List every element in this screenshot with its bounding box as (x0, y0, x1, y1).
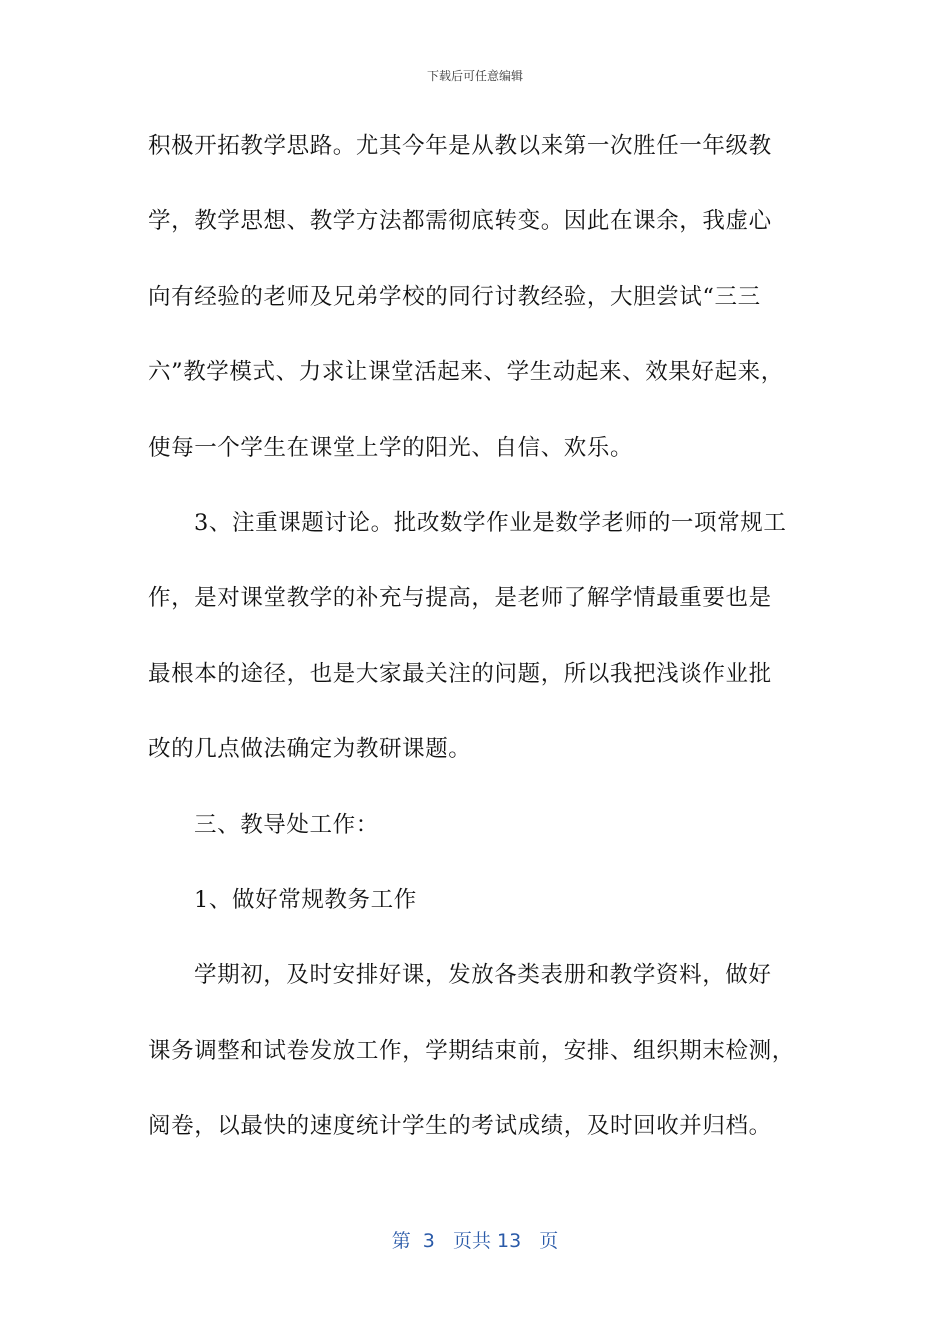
document-body (148, 126, 808, 1181)
text-line: 向有经验的老师及兄弟学校的同行讨教经验，大胆尝试“三三 (148, 283, 761, 310)
section-heading: 三、教导处工作： (194, 811, 379, 838)
text-line: 最根本的途径，也是大家最关注的问题，所以我把浅谈作业批 (148, 660, 772, 687)
text-line: 学期初，及时安排好课，发放各类表册和教学资料，做好 (194, 962, 772, 989)
text-line: 六”教学模式、力求让课堂活起来、学生动起来、效果好起来， (148, 359, 784, 386)
text-line: 改的几点做法确定为教研课题。 (148, 736, 472, 763)
text-line: 阅卷，以最快的速度统计学生的考试成绩，及时回收并归档。 (148, 1113, 772, 1140)
page-number-footer: 第 3 页共 13 页 (391, 1230, 559, 1252)
text-line: 3、注重课题讨论。批改数学作业是数学老师的一项常规工 (194, 509, 787, 536)
subsection-heading: 1、做好常规教务工作 (194, 886, 417, 913)
text-line: 课务调整和试卷发放工作，学期结束前，安排、组织期末检测， (148, 1037, 795, 1064)
text-line: 作，是对课堂教学的补充与提高，是老师了解学情最重要也是 (148, 585, 772, 612)
text-line: 使每一个学生在课堂上学的阳光、自信、欢乐。 (148, 434, 634, 461)
text-line: 积极开拓教学思路。尤其今年是从教以来第一次胜任一年级教 (148, 133, 772, 159)
text-line: 学，教学思想、教学方法都需彻底转变。因此在课余，我虚心 (148, 208, 772, 235)
page-header: 下载后可任意编辑 (426, 69, 523, 83)
